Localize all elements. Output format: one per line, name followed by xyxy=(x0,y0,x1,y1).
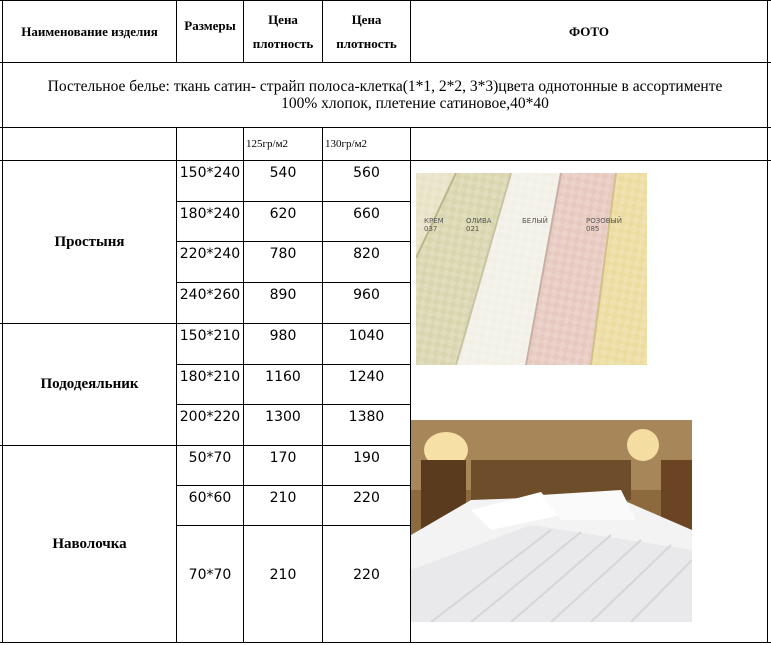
unit-price-1: 125гр/м2 xyxy=(246,138,289,150)
bedroom-photo xyxy=(411,420,692,622)
fabric-swatches-photo xyxy=(416,173,647,365)
product-sheet: Простыня xyxy=(54,233,125,250)
price-1-cell: 210 xyxy=(269,567,297,583)
header-sizes: Размеры xyxy=(184,18,236,33)
description-line-2: 100% хлопок, плетение сатиновое,40*40 xyxy=(281,95,549,112)
size-cell: 150*210 xyxy=(179,328,241,344)
size-cell: 240*260 xyxy=(179,287,241,303)
price-1-cell: 1160 xyxy=(265,369,301,385)
description xyxy=(3,63,767,127)
price-1-cell: 620 xyxy=(269,206,297,222)
price-2-cell: 820 xyxy=(353,246,380,262)
size-cell: 50*70 xyxy=(188,450,232,466)
size-cell: 180*240 xyxy=(179,206,241,222)
price-2-cell: 1380 xyxy=(348,409,385,425)
size-cell: 60*60 xyxy=(188,490,232,506)
header-price-2-l2: плотность xyxy=(336,35,397,51)
product-pillow: Наволочка xyxy=(52,535,127,552)
price-1-cell: 980 xyxy=(269,328,297,344)
price-2-cell: 960 xyxy=(353,287,380,303)
price-1-cell: 170 xyxy=(269,450,297,466)
price-2-cell: 220 xyxy=(353,490,380,506)
header-price-2 xyxy=(323,1,410,62)
size-cell: 220*240 xyxy=(179,246,241,262)
price-2-cell: 560 xyxy=(353,165,380,181)
swatch-label-cream: КРЕМ 037 xyxy=(424,217,444,233)
swatch-label-white: БЕЛЫЙ xyxy=(522,217,548,225)
header-photo: ФОТО xyxy=(568,23,610,39)
price-1-cell: 210 xyxy=(269,490,297,506)
price-2-cell: 660 xyxy=(353,206,380,222)
price-1-cell: 890 xyxy=(269,287,297,303)
header-price-1-l1: Цена xyxy=(268,11,298,27)
fabric-swatches-image xyxy=(416,173,647,365)
price-2-cell: 190 xyxy=(353,450,380,466)
bedroom-image xyxy=(411,420,692,622)
price-1-cell: 540 xyxy=(269,165,297,181)
description-line-1: Постельное белье: ткань сатин- страйп полоса-клетка(1*1, 2*2, 3*3)цвета однотонные в ассортименте xyxy=(47,78,723,95)
header-price-1-l2: плотность xyxy=(252,35,314,51)
header-price-2-l1: Цена xyxy=(351,11,382,27)
price-1-cell: 1300 xyxy=(265,409,301,425)
swatch-label-pink: РОЗОВЫЙ 085 xyxy=(586,217,622,233)
price-2-cell: 220 xyxy=(353,567,380,583)
price-2-cell: 1240 xyxy=(348,369,385,385)
swatch-label-olive: ОЛИВА 021 xyxy=(466,217,492,233)
price-1-cell: 780 xyxy=(269,246,297,262)
header-name: Наименование изделия xyxy=(21,23,158,39)
size-cell: 180*210 xyxy=(179,369,241,385)
unit-price-2: 130гр/м2 xyxy=(325,138,368,150)
product-duvet: Пододеяльник xyxy=(40,376,139,392)
size-cell: 70*70 xyxy=(188,567,232,583)
size-cell: 150*240 xyxy=(179,165,241,181)
header-price-1 xyxy=(244,1,322,62)
price-2-cell: 1040 xyxy=(348,328,385,344)
size-cell: 200*220 xyxy=(179,409,241,425)
